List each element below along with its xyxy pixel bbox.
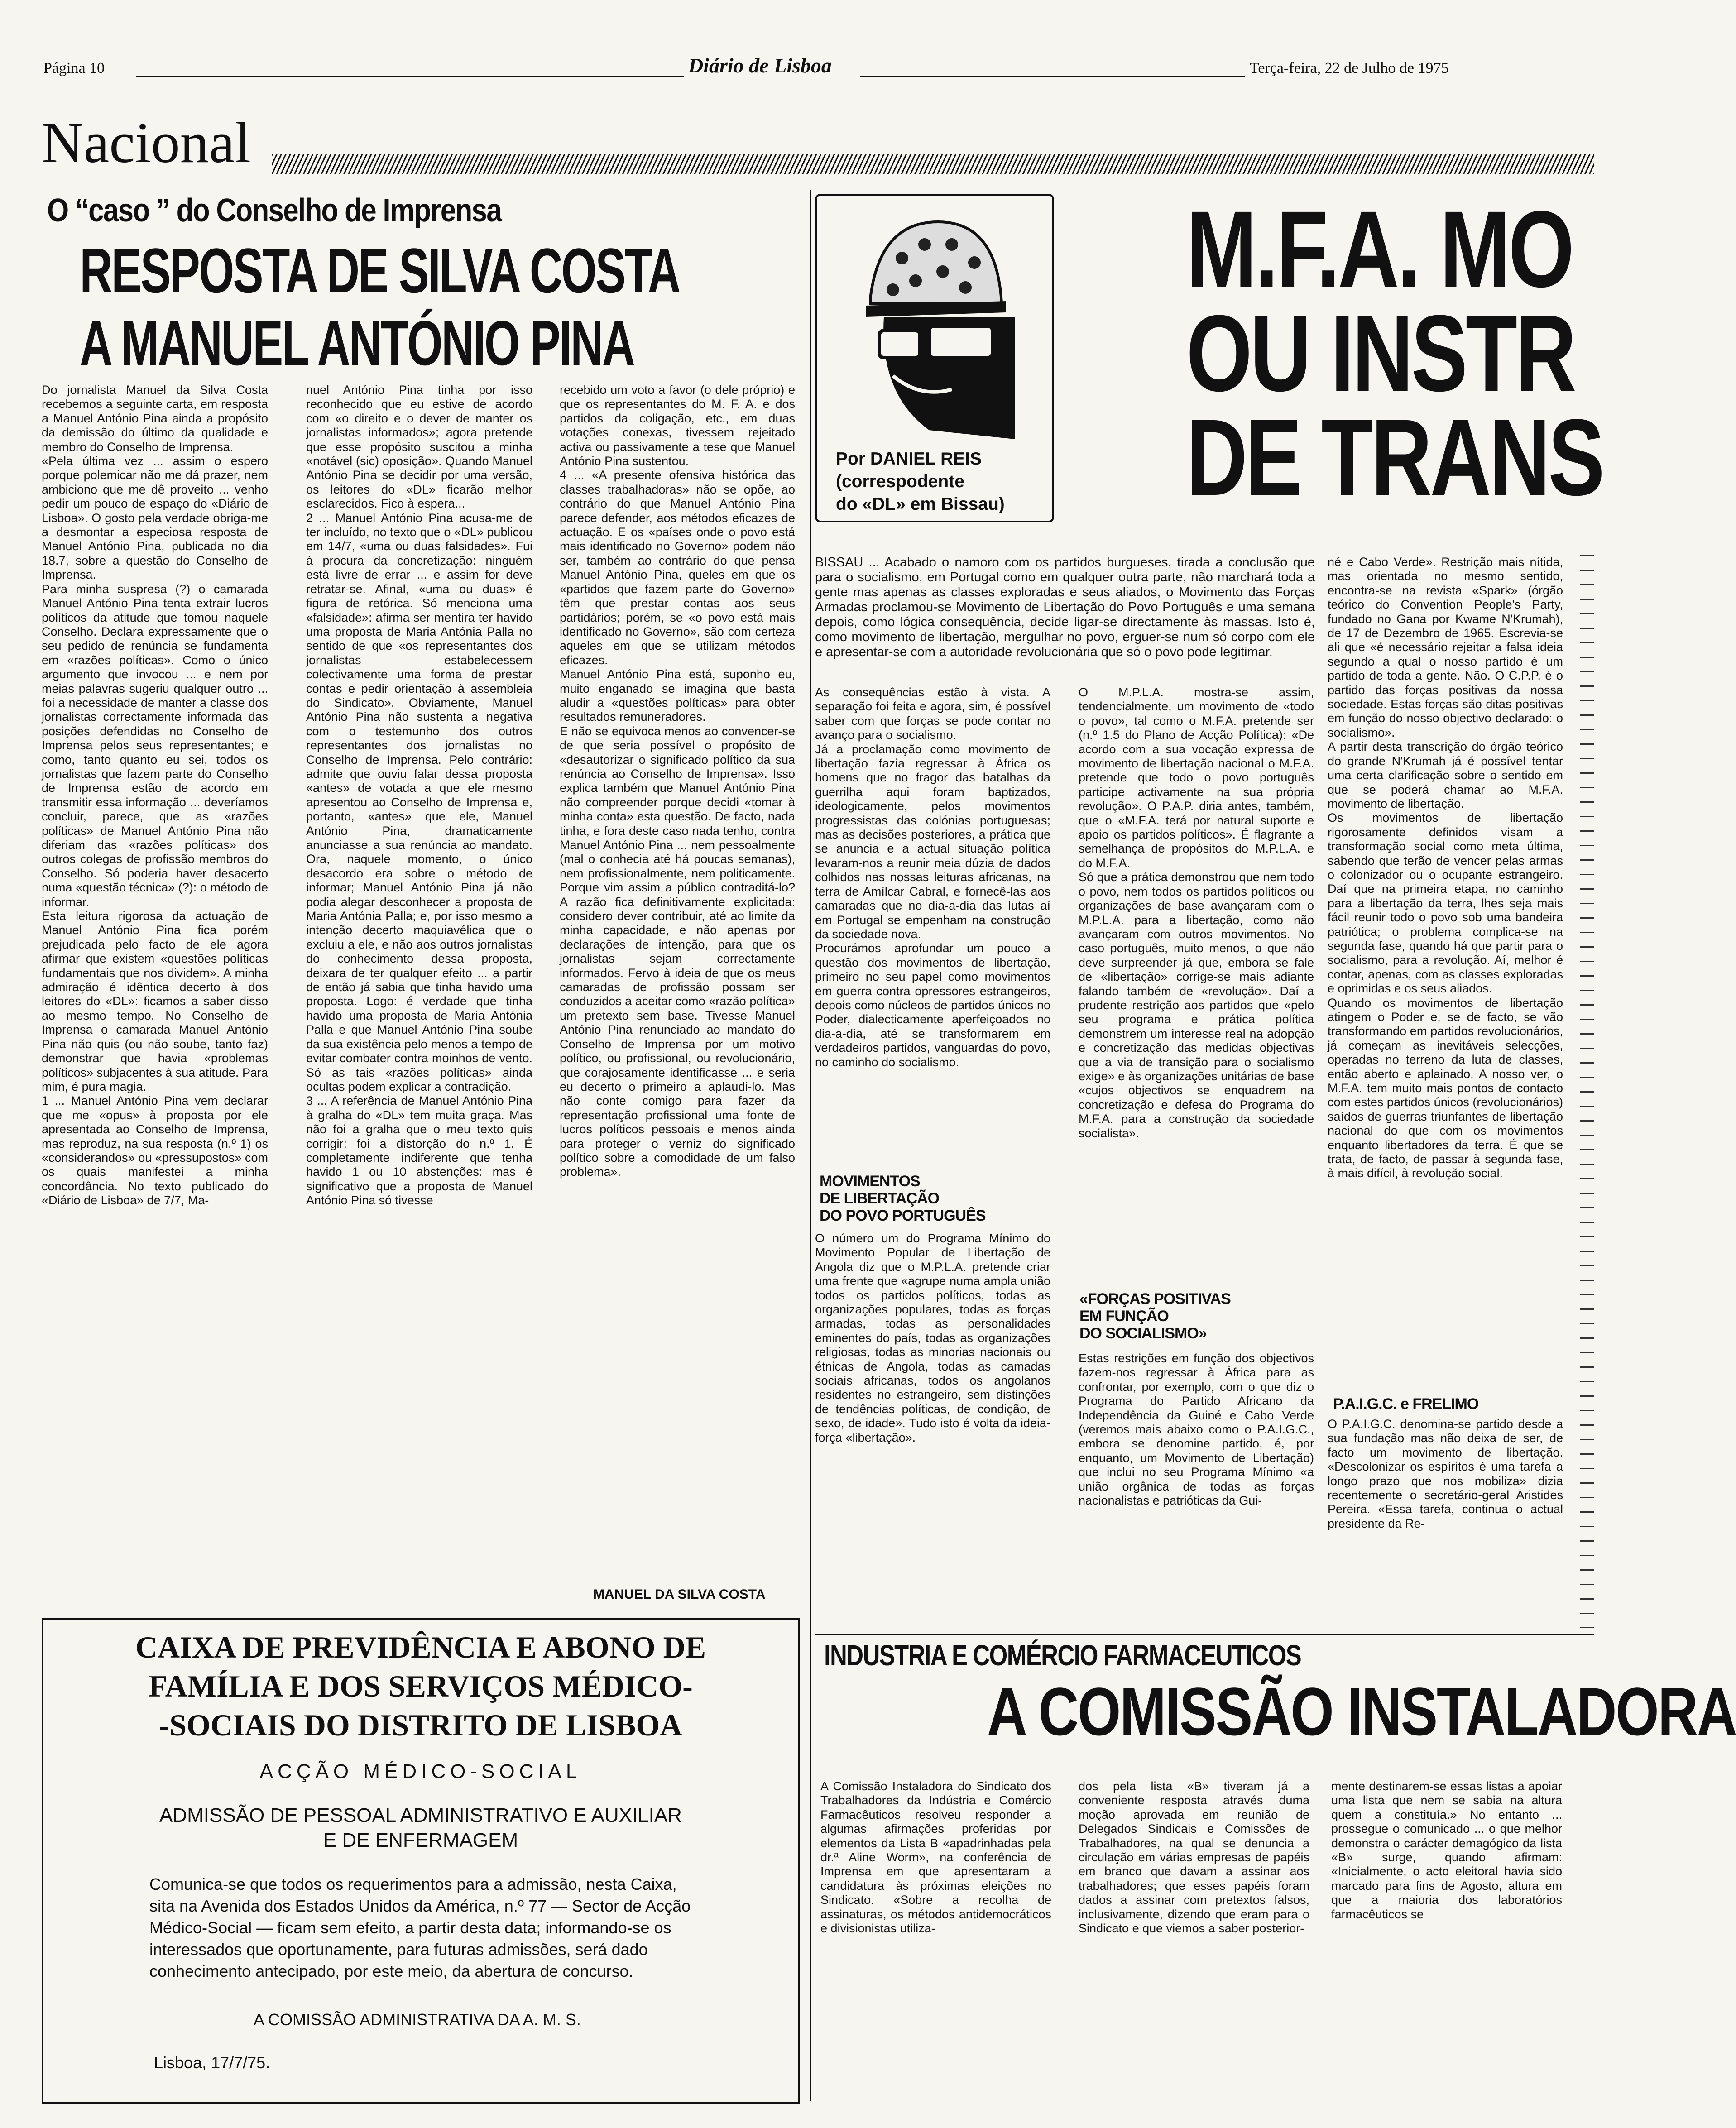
bottom-column-2: dos pela lista «B» tiveram já a conveniente resposta através duma moção aprovada em reunião de Delegados Sindicais e Comissões de Trabalhadores, na qual se denuncia a circulação em várias empresas de papéis em branco que davam a assinar aos trabalhadores; que esses papéis foram dados a assinar com pretextos falsos, inclusivamente, dizendo que eram para o Sindicato e que viemos a saber posterior-: [1079, 1779, 1309, 1936]
paragraph: Para minha suspresa (?) o camarada Manuel António Pina tenta extrair lucros políticos da atitude que tomou naquele Conselho. Declara expressamente que o seu pedido de renúncia se fundamenta em «razões políticas». Como o único argumento que invocou ... e nem por meias palavras sugeriu qualquer outro ... foi a necessidade de manter a classe dos jornalistas correctamente informada das posições defendidas no Conselho de Imprensa pelos seus representantes; e como, tanto quanto eu sei, todos os jornalistas que fazem parte do Conselho de Imprensa estão de acordo em transmitir essa informação ... deveríamos concluir, parece, que as «razões políticas» de Manuel António Pina não diferiam das «razões políticas» dos outros colegas de profissão membros do Conselho. Só poderia haver desacerto numa «questão técnica» (?): o método de informar.: [42, 582, 268, 909]
byline-line-3: do «DL» em Bissau): [836, 494, 1005, 514]
paragraph: Manuel António Pina está, suponho eu, muito enganado se imagina que basta aludir a «questões políticas» para obter resultados remuneradores.: [560, 667, 795, 724]
paragraph: 1 ... Manuel António Pina vem declarar que me «opus» à proposta por ele apresentada ao Conselho de Imprensa, mas reproduz, na sua resposta (n.º 1) os «considerandos» ou «pressupostos» com os quais manifestei a minha concordância. No texto publicado do «Diário de Lisboa» de 7/7, Ma-: [42, 1094, 268, 1208]
subhead-line: DO POVO PORTUGUÊS: [820, 1207, 986, 1224]
right-column-2: [1079, 685, 1314, 1242]
paragraph: Os movimentos de libertação rigorosamente definidos visam a transformação social como meta última, sabendo que terão de vencer pelas armas o colonizador ou o ocupante estrangeiro. Daí que na primeira etapa, no caminho para a libertação da terra, lhes seja mais fácil reunir todo o povo sob uma bandeira patriótica; o problema complica-se na segunda fase, quando há que partir para o socialismo, para a revolução. Aí, melhor é contar, apenas, com as classes exploradas e oprimidas e os seus aliados.: [1328, 811, 1563, 996]
article-headline-line-1: RESPOSTA DE SILVA COSTA: [80, 235, 680, 306]
paragraph: recebido um voto a favor (o dele próprio) e que os representantes do M. F. A. e dos partidos da coligação, etc., em duas votações conexas, tivessem rejeitado activa ou passivamente a tese que Manuel António Pina sustentou.: [560, 383, 795, 468]
right-column-3: [1328, 555, 1563, 1370]
bottom-column-1: A Comissão Instaladora do Sindicato dos Trabalhadores da Indústria e Comércio Farmacêuticos resolveu responder a algumas afirmações proferidas por elementos da Lista B «apadrinhadas pela dr.ª Aline Worm», na conferência de Imprensa em que apresentaram a candidatura às próximas eleições no Sindicato. «Sobre a recolha de assinaturas, os métodos antidemocráticos e divisionistas utiliza-: [820, 1779, 1051, 1936]
paragraph: 2 ... Manuel António Pina acusa-me de ter incluído, no texto que o «DL» publicou em 14/7, «uma ou duas falsidades». Fui à procura da concretização: ninguém está livre de errar ... e assim for deve retratar-se. Afinal, «uma ou duas» é figura de retórica. Só menciona uma «falsidade»: afirma ser mentira ter havido uma proposta de Maria Antónia Palla no sentido de que «os representantes dos jornalistas estabelecessem colectivamente uma forma de prestar contas e pedir orientação à assembleia do Sindicato». Obviamente, Manuel António Pina não sustenta a negativa com o testemunho dos outros representantes dos jornalistas no Conselho de Imprensa. Pelo contrário: admite que ouviu falar dessa proposta «antes» de votada a que ele mesmo apresentou ao Conselho de Imprensa e, portanto, «antes» que ele, Manuel António Pina, dramaticamente anunciasse a sua renúncia ao mandato. Ora, naquele momento, o único desacordo era sobre o método de informar; Manuel António Pina já não podia alegar desconhecer a proposta de Maria Antónia Palla; e, por isso mesmo a intenção decerto maquiavélica que o excluiu a ele, e não aos outros jornalistas do conhecimento dessa proposta, deixara de ter qualquer efeito ... a partir de então já sabia que tinha havido uma proposta. Logo: é verdade que tinha havido uma proposta de Maria Antónia Palla e que Manuel António Pina soube da sua existência pelo menos a tempo de evitar combater contra moinhos de vento. Só as tais «razões políticas» ainda ocultas podem explicar a contradição.: [306, 511, 532, 1093]
byline-line-2: (correspodente: [836, 472, 964, 491]
paragraph: As consequências estão à vista. A separação foi feita e agora, sim, é possível saber com que forças se pode contar no avanço para o socialismo.: [815, 685, 1050, 742]
paragraph: Já a proclamação como movimento de libertação fazia regressar à África os homens que no fragor das batalhas da guerrilha aqui foram baptizados, ideologicamente, pelos movimentos progressistas das colónias portuguesas; mas as decisões posteriores, a prática que se anuncia e a actual situação política levaram-nos a reunir meia dúzia de dados colhidos nas nossas leituras africanas, na terra de Amílcar Cabral, e fornecê-las aos camaradas que no dia-a-dia das lutas aí em Portugal se empenham na construção da sociedade nova.: [815, 742, 1050, 941]
subhead-line: DO SOCIALISMO»: [1079, 1325, 1207, 1342]
notice-org-line-1: CAIXA DE PREVIDÊNCIA E ABONO DE: [135, 1630, 706, 1664]
byline-line-1: Por DANIEL REIS: [836, 449, 982, 469]
paragraph: Esta leitura rigorosa da actuação de Manuel António Pina fica porém prejudicada pelo facto de ele agora afirmar que existem «questões políticas fundamentais que nos dividem». A minha admiração é idêntica decerto à dos leitores do «DL»: ficamos a saber disso ao mesmo tempo. No Conselho de Imprensa o camarada Manuel António Pina não quis (ou não soube, tanto faz) demonstrar que havia «problemas políticos» subjacentes à sua atitude. Para mim, é pura magia.: [42, 909, 268, 1093]
paragraph: «Pela última vez ... assim o espero porque polemicar não me dá prazer, nem ambiciono que me dê proveito ... venho pedir um pouco de espaço do «Diário de Lisboa». O gosto pela verdade obriga-me a desmontar a especiosa resposta de Manuel António Pina, publicada no dia 18.7, sobre a questão do Conselho de Imprensa.: [42, 454, 268, 582]
right-headline-line-2: OU INSTR: [1186, 292, 1574, 414]
paragraph: Do jornalista Manuel da Silva Costa recebemos a seguinte carta, em resposta a Manuel António Pina ainda a propósito da demissão do último da qualidade e membro do Conselho de Imprensa.: [42, 383, 268, 454]
article-kicker: O “caso ” do Conselho de Imprensa: [47, 192, 501, 229]
notice-signature: A COMISSÃO ADMINISTRATIVA DA A. M. S.: [254, 2010, 581, 2029]
right-column-3b: O P.A.I.G.C. denomina-se partido desde a sua fundação mas não deixa de ser, de facto um movimento de libertação. «Descolonizar os espíritos é uma tarefa a longo prazo que nos mobiliza» dizia recentemente o secretário-geral Aristides Pereira. «Essa tarefa, continua o actual presidente da Re-: [1328, 1417, 1563, 1530]
section-hatch-bar: [272, 154, 1594, 174]
paragraph: Quando os movimentos de libertação atingem o Poder e, se de facto, se vão transformando em partidos revolucionários, já começam as inevitáveis selecções, operadas no terreno da luta de classes, então aberto e aplainado. A nosso ver, o M.F.A. tem muito mais pontos de contacto com estes partidos únicos (revolucionários) saídos de guerras triunfantes de libertação nacional do que com os movimentos enquanto libertadores da terra. É que se trata, de facto, de passar à segunda fase, à mais difícil, à revolução social.: [1328, 996, 1563, 1180]
paragraph: A partir desta transcrição do órgão teórico do grande N'Krumah já é possível tentar uma certa clarificação sobre o sentido em que se poderá chamar ao M.F.A. movimento de libertação.: [1328, 740, 1563, 810]
right-subhead-3: P.A.I.G.C. e FRELIMO: [1333, 1395, 1479, 1413]
notice-body: Comunica-se que todos os requerimentos para a admissão, nesta Caixa, sita na Avenida dos Estados Unidos da América, n.º 77 — Sector de Acção Médico-Social — ficam sem efeito, a partir desta data; informando-se os interessados que oportunamente, para futuras admissões, será dado conhecimento antecipado, por este meio, da abertura de concurso.: [149, 1875, 691, 1980]
notice-org-line-2: FAMÍLIA E DOS SERVIÇOS MÉDICO-: [149, 1669, 693, 1703]
article-column-3: [560, 383, 795, 1574]
subhead-line: MOVIMENTOS: [820, 1173, 920, 1190]
bottom-headline-clip: [987, 1673, 1736, 1752]
right-headline-line-3: DE TRANS: [1186, 397, 1603, 518]
right-column-1b: O número um do Programa Mínimo do Movimento Popular de Libertação de Angola diz que o M.P.L.A. pretende criar uma frente que «agrupe numa ampla união todos os partidos políticos, todas as organizações populares, todas as forças armadas, todas as personalidades eminentes do país, todas as organizações religiosas, todas as minorias nacionais ou étnicas de Angola, todas as camadas sociais africanas, todos os angolanos residentes no estrangeiro, sem distinções de tendências políticas, de condição, de sexo, de idade». Tudo isto é volta da ideia-força «libertação».: [815, 1232, 1050, 1444]
author-portrait-icon: [852, 204, 1015, 439]
bottom-article-kicker: INDUSTRIA E COMÉRCIO FARMACEUTICOS: [824, 1639, 1301, 1672]
paragraph: Procurámos aprofundar um pouco a questão dos movimentos de libertação, primeiro no seu papel como movimentos em guerra contra opressores estrangeiros, depois como núcleos de partidos únicos no Poder, dialecticamente aperfeiçoados no dia-a-dia, até se transformarem em verdadeiros partidos, vanguardas do povo, no caminho do socialismo.: [815, 941, 1050, 1069]
masthead-rule-left: [136, 76, 684, 77]
subhead-line: EM FUNÇÃO: [1079, 1308, 1169, 1325]
issue-date: Terça-feira, 22 de Julho de 1975: [1250, 60, 1449, 77]
right-lead-paragraph: BISSAU ... Acabado o namoro com os partidos burgueses, tirada a conclusão que para o socialismo, em Portugal como em qualquer outra parte, não marchará toda a gente mas apenas as classes exploradas e seus aliados, o Movimento das Forças Armadas proclamou-se Movimento de Libertação do Povo Português e uma semana depois, como lógica consequência, decide ligar-se directamente às massas. Isto é, como movimento de libertação, mergulhar no povo, erguer-se num só corpo com ele e apresentar-se com a autoridade revolucionária que só o povo pode legitimar.: [815, 555, 1315, 659]
subhead-line: «FORÇAS POSITIVAS: [1079, 1290, 1231, 1308]
bottom-article-headline: A COMISSÃO INSTALADORA: [987, 1673, 1736, 1749]
paragraph: né e Cabo Verde». Restrição mais nítida, mas orientada no mesmo sentido, encontra-se na revista «Spark» (órgão teórico do Convention People's Party, fundado no Gana por Kwame N'Krumah), de 17 de Dezembro de 1965. Escrevia-se ali que «é necessário rejeitar a falsa ideia segundo a qual o nosso partido é um partido de toda a gente. Não. O C.P.P. é o partido das forças positivas da nossa sociedade. Estas forças são ditas positivas em função do nosso objectivo declarado: o socialismo».: [1328, 555, 1563, 739]
notice-title-line-2: E DE ENFERMAGEM: [323, 1829, 518, 1851]
paragraph: Só que a prática demonstrou que nem todo o povo, nem todos os partidos políticos ou organizações de base avançaram com o M.P.L.A. para a libertação, como não avançaram com outros movimentos. No caso português, muito menos, o que não deve surpreender já que, embora se fale de «libertação» corrige-se mais adiante falando também de «revolução». Daí a prudente restrição aos partidos que «pelo seu programa e prática política demonstrem um interesse real na adopção e concretização das medidas objectivas que a via de transição para o socialismo exige» e às organizações unitárias de base «cujos objectivos se enquadrem na concretização e defesa do Programa do M.F.A. para a construção da sociedade socialista».: [1079, 870, 1314, 1140]
article-signature: MANUEL DA SILVA COSTA: [593, 1587, 766, 1602]
bottom-column-3: mente destinarem-se essas listas a apoiar uma lista que nem se sabia na altura quem a constituía.» No entanto ... prossegue o comunicado ... o que melhor demonstra o carácter demagógico da lista «B» surge, quando afirmam: «Inicialmente, o acto eleitoral havia sido marcado para fins de Agosto, altura em que a maioria dos laboratórios farmacêuticos se: [1331, 1779, 1562, 1921]
right-edge-text-hint: [1580, 555, 1594, 1628]
right-headline-line-1: M.F.A. MO: [1186, 188, 1573, 310]
section-label: Nacional: [42, 110, 251, 175]
right-column-2b: Estas restrições em função dos objectivos fazem-nos regressar à África para as confrontar, por exemplo, com o que diz o Programa do Partido Africano da Independência da Guiné e Cabo Verde (veremos mais abaixo como o P.A.I.G.C., embora se denomine partido, é, por enquanto, um Movimento de Libertação) que inclui no seu Programa Mínimo «a união orgânica de todas as forças nacionalistas e patrióticas da Gui-: [1079, 1352, 1314, 1508]
page-number: Página 10: [43, 60, 105, 77]
author-photo: [852, 204, 1015, 439]
notice-org-line-3: -SOCIAIS DO DISTRITO DE LISBOA: [159, 1708, 682, 1742]
notice-department: ACÇÃO MÉDICO-SOCIAL: [259, 1760, 582, 1783]
paragraph: nuel António Pina tinha por isso reconhecido que eu estive de acordo com «o direito e o dever de manter os jornalistas informados»; agora pretende que esse propósito suscitou a minha «notável (sic) oposição». Quando Manuel António Pina se decidir por uma versão, os leitores do «DL» ficarão melhor esclarecidos. Fico à espera...: [306, 383, 532, 511]
paragraph: E não se equivoca menos ao convencer-se de que seria possível o propósito de «desautorizar o significado político da sua renúncia ao Conselho de Imprensa». Isso explica também que Manuel António Pina não compreender porque decidi «tomar à minha conta» esta questão. De facto, nada tinha, e fora deste caso nada tenho, contra Manuel António Pina ... nem pessoalmente (mal o conhecia até há poucas semanas), nem profissionalmente, nem politicamente. Porque vim assim a público contraditá-lo? A razão fica definitivamente explicitada: considero dever contribuir, até ao limite da minha capacidade, e não apenas por declarações de intenção, para que os jornalistas sejam correctamente informados. Fervo à ideia de que os meus camaradas de profissão possam ser conduzidos a aceitar como «razão política» um pretexto sem base. Tivesse Manuel António Pina renunciado ao mandato do Conselho de Imprensa por um motivo político, ou profissional, ou revolucionário, que corajosamente identificasse ... e seria eu decerto o primeiro a aplaudi-lo. Mas não conte comigo para fazer da representação profissional uma fonte de lucros políticos pessoais e menos ainda para proteger o verniz do significado político sobre a comodidade de um falso problema».: [560, 724, 795, 1179]
paragraph: 4 ... «A presente ofensiva histórica das classes trabalhadoras» não se opõe, ao contrário do que Manuel António Pina parece defender, aos métodos eficazes de actuação. E os «países onde o povo está mais identificado no Governo» podem não ser, também ao contrário do que pensa Manuel António Pina, queles em que os «partidos que fazem parte do Governo» têm que prestar contas aos seus partidários; porém, se «o povo está mais identificado no Governo», são com certeza aqueles em que se utilizam métodos eficazes.: [560, 468, 795, 667]
article-column-1: [42, 383, 268, 1608]
right-subhead-2: [1079, 1290, 1231, 1342]
right-column-1: [815, 685, 1050, 1168]
article-headline-line-2: A MANUEL ANTÓNIO PINA: [80, 307, 634, 379]
paragraph: 3 ... A referência de Manuel António Pina à gralha do «DL» tem muita graça. Mas não foi a gralha que o meu texto quis corrigir: foi a distorção do n.º 1. É completamente indiferente que tenha havido 1 ou 10 abstenções: mas é significativo que a proposta de Manuel António Pina só tivesse: [306, 1094, 532, 1208]
notice-place-date: Lisboa, 17/7/75.: [154, 2053, 270, 2072]
subhead-line: DE LIBERTAÇÃO: [820, 1190, 940, 1207]
paragraph: O M.P.L.A. mostra-se assim, tendencialmente, um movimento de «todo o povo», tal como o M.F.A. pretende ser (n.º 1.5 do Plano de Acção Política): «De acordo com a sua vocação expressa de movimento de libertação nacional o M.F.A. pretende que todo o povo português participe activamente na sua própria revolução». O P.A.P. diria antes, também, que o «M.F.A. terá por natural suporte e apoio os partidos políticos». É flagrante a semelhança de propósitos do M.P.L.A. e do M.F.A.: [1079, 685, 1314, 870]
notice-title-line-1: ADMISSÃO DE PESSOAL ADMINISTRATIVO E AUXILIAR: [159, 1804, 682, 1826]
article-column-2: [306, 383, 532, 1608]
bottom-article-rule: [815, 1634, 1594, 1635]
right-headline-clip: [1186, 188, 1603, 525]
vertical-divider: [810, 190, 811, 2101]
masthead-rule-right: [860, 76, 1245, 77]
right-subhead-1: [820, 1173, 986, 1224]
newspaper-name: Diário de Lisboa: [688, 54, 832, 77]
